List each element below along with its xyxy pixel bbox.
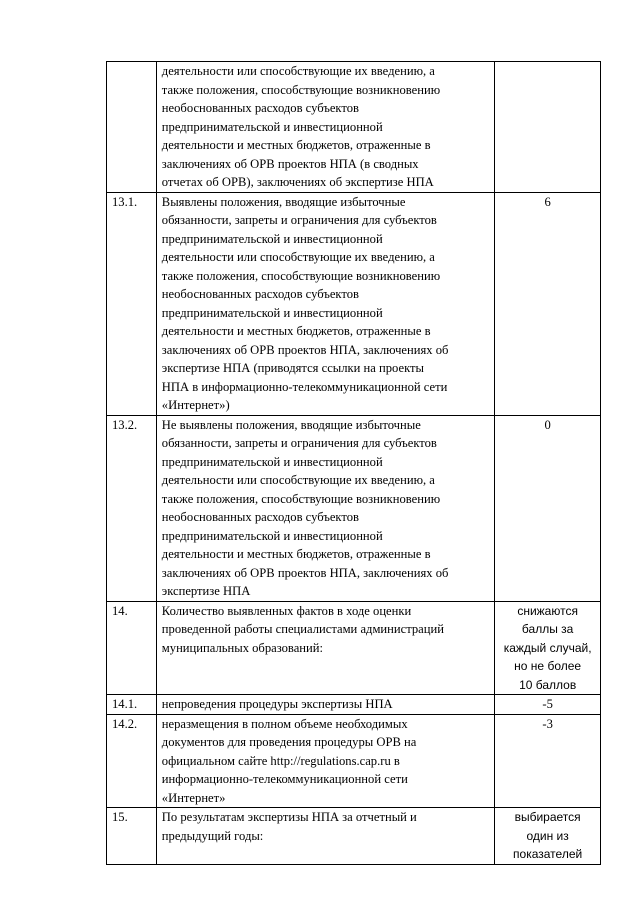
score-line: 0	[544, 417, 551, 432]
text-line: экспертизе НПА (приводятся ссылки на проекты	[161, 361, 425, 375]
text-line: деятельности и местных бюджетов, отраженные в	[161, 547, 431, 561]
text-line: экспертизе НПА	[161, 584, 251, 598]
text-line: также положения, способствующие возникновению	[161, 268, 441, 283]
table-row	[107, 808, 601, 865]
text-line: предпринимательской и инвестиционной	[161, 528, 383, 543]
score-cell	[495, 192, 601, 415]
text-line: деятельности или способствующие их введению, а	[161, 250, 435, 264]
text-line: заключениях об ОРВ проектов НПА (в сводных	[161, 156, 419, 171]
criteria-table-body	[107, 62, 601, 865]
text-line: необоснованных расходов субъектов	[161, 101, 359, 115]
score-cell	[495, 62, 601, 193]
score-line: но не более	[514, 659, 582, 673]
text-line: неразмещения в полном объеме необходимых	[161, 716, 408, 731]
text-line: деятельности или способствующие их введению, а	[161, 64, 435, 78]
score-line: снижаются	[517, 603, 578, 618]
text-line: непроведения процедуры экспертизы НПА	[161, 697, 393, 711]
score-line: один из	[526, 828, 569, 843]
score-line: -3	[542, 716, 553, 731]
table-row	[107, 695, 601, 715]
text-line: обязанности, запреты и ограничения для субъектов	[161, 213, 437, 227]
text-line: заключениях об ОРВ проектов НПА, заключениях об	[161, 342, 449, 357]
score-line: каждый случай,	[503, 640, 592, 655]
row-number: 15.	[107, 808, 157, 865]
text-line: отчетах об ОРВ), заключениях об экспертизе НПА	[161, 175, 434, 189]
score-line: выбирается	[514, 810, 581, 824]
text-line: деятельности и местных бюджетов, отраженные в	[161, 138, 431, 152]
text-line: необоснованных расходов субъектов	[161, 287, 359, 301]
text-line: официальном сайте http://regulations.cap.ru в	[161, 753, 400, 768]
row-number: 14.1.	[107, 695, 157, 715]
text-line: предпринимательской и инвестиционной	[161, 454, 383, 469]
criterion-text	[156, 415, 494, 601]
text-line: «Интернет»)	[161, 398, 230, 412]
row-number: 14.2.	[107, 714, 157, 808]
text-line: заключениях об ОРВ проектов НПА, заключениях об	[161, 565, 449, 580]
score-line: баллы за	[521, 622, 574, 636]
text-line: также положения, способствующие возникновению	[161, 491, 441, 506]
text-line: также положения, способствующие возникновению	[161, 82, 441, 97]
text-line: обязанности, запреты и ограничения для субъектов	[161, 436, 437, 450]
text-line: предпринимательской и инвестиционной	[161, 231, 383, 246]
table-row	[107, 192, 601, 415]
text-line: НПА в информационно-телекоммуникационной сети	[161, 379, 448, 394]
text-line: муниципальных образований:	[161, 640, 324, 655]
text-line: «Интернет»	[161, 790, 226, 805]
text-line: предпринимательской и инвестиционной	[161, 305, 383, 320]
text-line: деятельности или способствующие их введению, а	[161, 473, 435, 487]
score-line: -5	[542, 697, 553, 711]
text-line: Количество выявленных фактов в ходе оценки	[161, 603, 412, 618]
text-line: документов для проведения процедуры ОРВ на	[161, 735, 417, 749]
criterion-text	[156, 62, 494, 193]
score-cell	[495, 808, 601, 865]
table-row	[107, 601, 601, 695]
row-number	[107, 62, 157, 193]
criterion-text	[156, 808, 494, 865]
criterion-text	[156, 601, 494, 695]
score-line: 10 баллов	[519, 677, 577, 692]
text-line: По результатам экспертизы НПА за отчетный и	[161, 810, 417, 824]
text-line: Не выявлены положения, вводящие избыточные	[161, 417, 421, 432]
table-row	[107, 714, 601, 808]
table-row	[107, 62, 601, 193]
criterion-text	[156, 192, 494, 415]
text-line: предпринимательской и инвестиционной	[161, 119, 383, 134]
text-line: Выявлены положения, вводящие избыточные	[161, 194, 406, 209]
score-cell	[495, 695, 601, 715]
criterion-text	[156, 695, 494, 715]
text-line: предыдущий годы:	[161, 828, 264, 843]
text-line: необоснованных расходов субъектов	[161, 510, 359, 524]
criteria-table	[106, 61, 601, 865]
criterion-text	[156, 714, 494, 808]
table-row	[107, 415, 601, 601]
row-number: 13.2.	[107, 415, 157, 601]
score-cell	[495, 714, 601, 808]
text-line: проведенной работы специалистами администраций	[161, 622, 444, 636]
score-line: 6	[544, 194, 551, 209]
text-line: деятельности и местных бюджетов, отраженные в	[161, 324, 431, 338]
row-number: 14.	[107, 601, 157, 695]
row-number: 13.1.	[107, 192, 157, 415]
text-line: информационно-телекоммуникационной сети	[161, 772, 408, 786]
score-cell	[495, 415, 601, 601]
score-cell	[495, 601, 601, 695]
score-line: показателей	[513, 847, 583, 861]
